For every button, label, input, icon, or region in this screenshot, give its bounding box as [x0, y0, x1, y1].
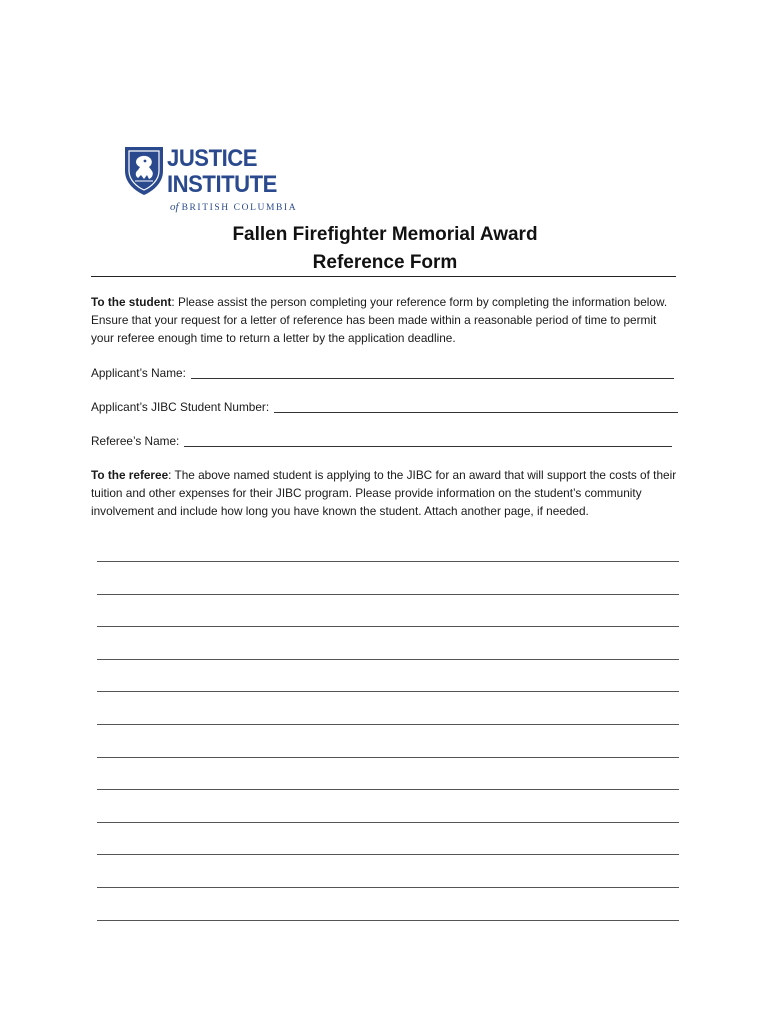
response-line[interactable]	[97, 757, 679, 758]
logo-subtitle-bc: BRITISH COLUMBIA	[181, 203, 298, 213]
justice-institute-logo	[123, 145, 313, 215]
response-line[interactable]	[97, 789, 679, 790]
form-title: Fallen Firefighter Memorial Award	[232, 224, 538, 245]
referee-instructions	[91, 466, 681, 520]
applicant-name-label: Applicant’s Name:	[91, 366, 186, 380]
student-number-blank[interactable]	[274, 398, 678, 413]
student-number-field[interactable]	[91, 398, 678, 416]
response-line[interactable]	[97, 659, 679, 660]
applicant-name-blank[interactable]	[191, 364, 674, 379]
shield-crest-icon	[123, 145, 165, 197]
referee-lead: To the referee	[91, 468, 169, 482]
student-text: : Please assist the person completing your reference form by completing the information below. Ensure that your request for a letter of reference has been made within a reasonable period of time to permit your referee enough time to return a letter by the application deadline.	[91, 295, 668, 345]
response-line[interactable]	[97, 691, 679, 692]
response-line[interactable]	[97, 854, 679, 855]
response-line[interactable]	[97, 887, 679, 888]
response-line[interactable]	[97, 561, 679, 562]
student-number-label: Applicant’s JIBC Student Number:	[91, 400, 270, 414]
referee-name-field[interactable]	[91, 432, 672, 450]
referee-name-blank[interactable]	[184, 432, 672, 447]
referee-name-label: Referee’s Name:	[91, 434, 180, 448]
title-divider	[91, 276, 676, 277]
referee-text: : The above named student is applying to the JIBC for an award that will support the costs of their tuition and other expenses for their JIBC program. Please provide information on the student’s community involvement and include how long you have known the student. Attach another page, if needed.	[91, 468, 677, 518]
logo-subtitle	[170, 201, 297, 213]
student-lead: To the student	[91, 295, 172, 309]
logo-word-justice: JUSTICE	[167, 145, 258, 172]
response-line[interactable]	[97, 594, 679, 595]
response-line[interactable]	[97, 822, 679, 823]
student-instructions	[91, 293, 681, 347]
applicant-name-field[interactable]	[91, 364, 674, 382]
response-line[interactable]	[97, 920, 679, 921]
response-line[interactable]	[97, 724, 679, 725]
form-subtitle: Reference Form	[312, 252, 458, 273]
logo-word-institute: INSTITUTE	[167, 171, 277, 198]
response-line[interactable]	[97, 626, 679, 627]
logo-subtitle-of: of	[170, 201, 179, 213]
